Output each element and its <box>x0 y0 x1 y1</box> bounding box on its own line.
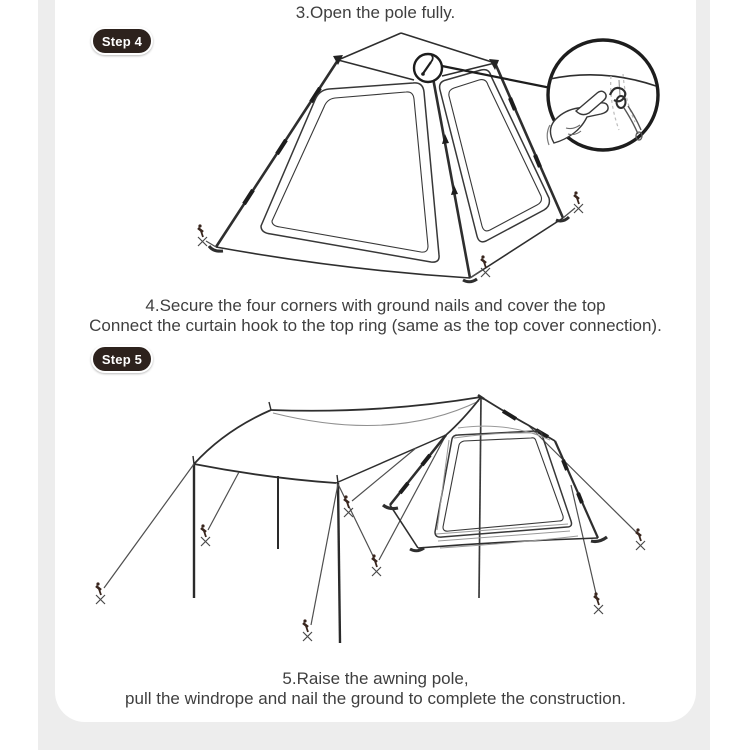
ground-nail-icon <box>574 191 583 213</box>
tent-frame <box>383 395 607 551</box>
instruction-card <box>55 0 696 722</box>
step5-caption <box>55 669 696 708</box>
awning-tarp <box>194 397 481 483</box>
step4-caption-line2: Connect the curtain hook to the top ring (same as the top cover connection). <box>89 315 662 335</box>
step4-tent-illustration <box>183 30 663 295</box>
step5-awning-illustration <box>58 388 698 660</box>
step4-badge: Step 4 <box>91 27 153 55</box>
step4-caption <box>55 296 696 335</box>
step5-caption-line1: 5.Raise the awning pole, <box>282 669 469 688</box>
step5-badge: Step 5 <box>91 345 153 373</box>
tent-window <box>435 431 572 537</box>
awning-pole-right <box>338 483 340 643</box>
tent-frame <box>209 33 569 282</box>
top-ring-highlight-circle <box>414 54 442 82</box>
ground-nail-icon <box>594 592 603 614</box>
awning-poles <box>193 456 340 643</box>
ground-nail-icon <box>344 495 353 517</box>
ground-nail-icon <box>96 582 105 604</box>
ground-nail-icon <box>198 224 207 246</box>
hook-detail-magnifier <box>547 40 658 150</box>
step3-caption: 3.Open the pole fully. <box>295 3 456 22</box>
windropes <box>104 397 638 625</box>
step4-caption-line1: 4.Secure the four corners with ground nails and cover the top <box>145 296 606 315</box>
tent-windows <box>261 70 549 263</box>
ground-nail-icon <box>303 619 312 641</box>
step5-caption-line2: pull the windrope and nail the ground to complete the construction. <box>125 688 626 708</box>
corner-guy-ropes <box>206 208 575 278</box>
ground-nail-icon <box>636 528 645 550</box>
